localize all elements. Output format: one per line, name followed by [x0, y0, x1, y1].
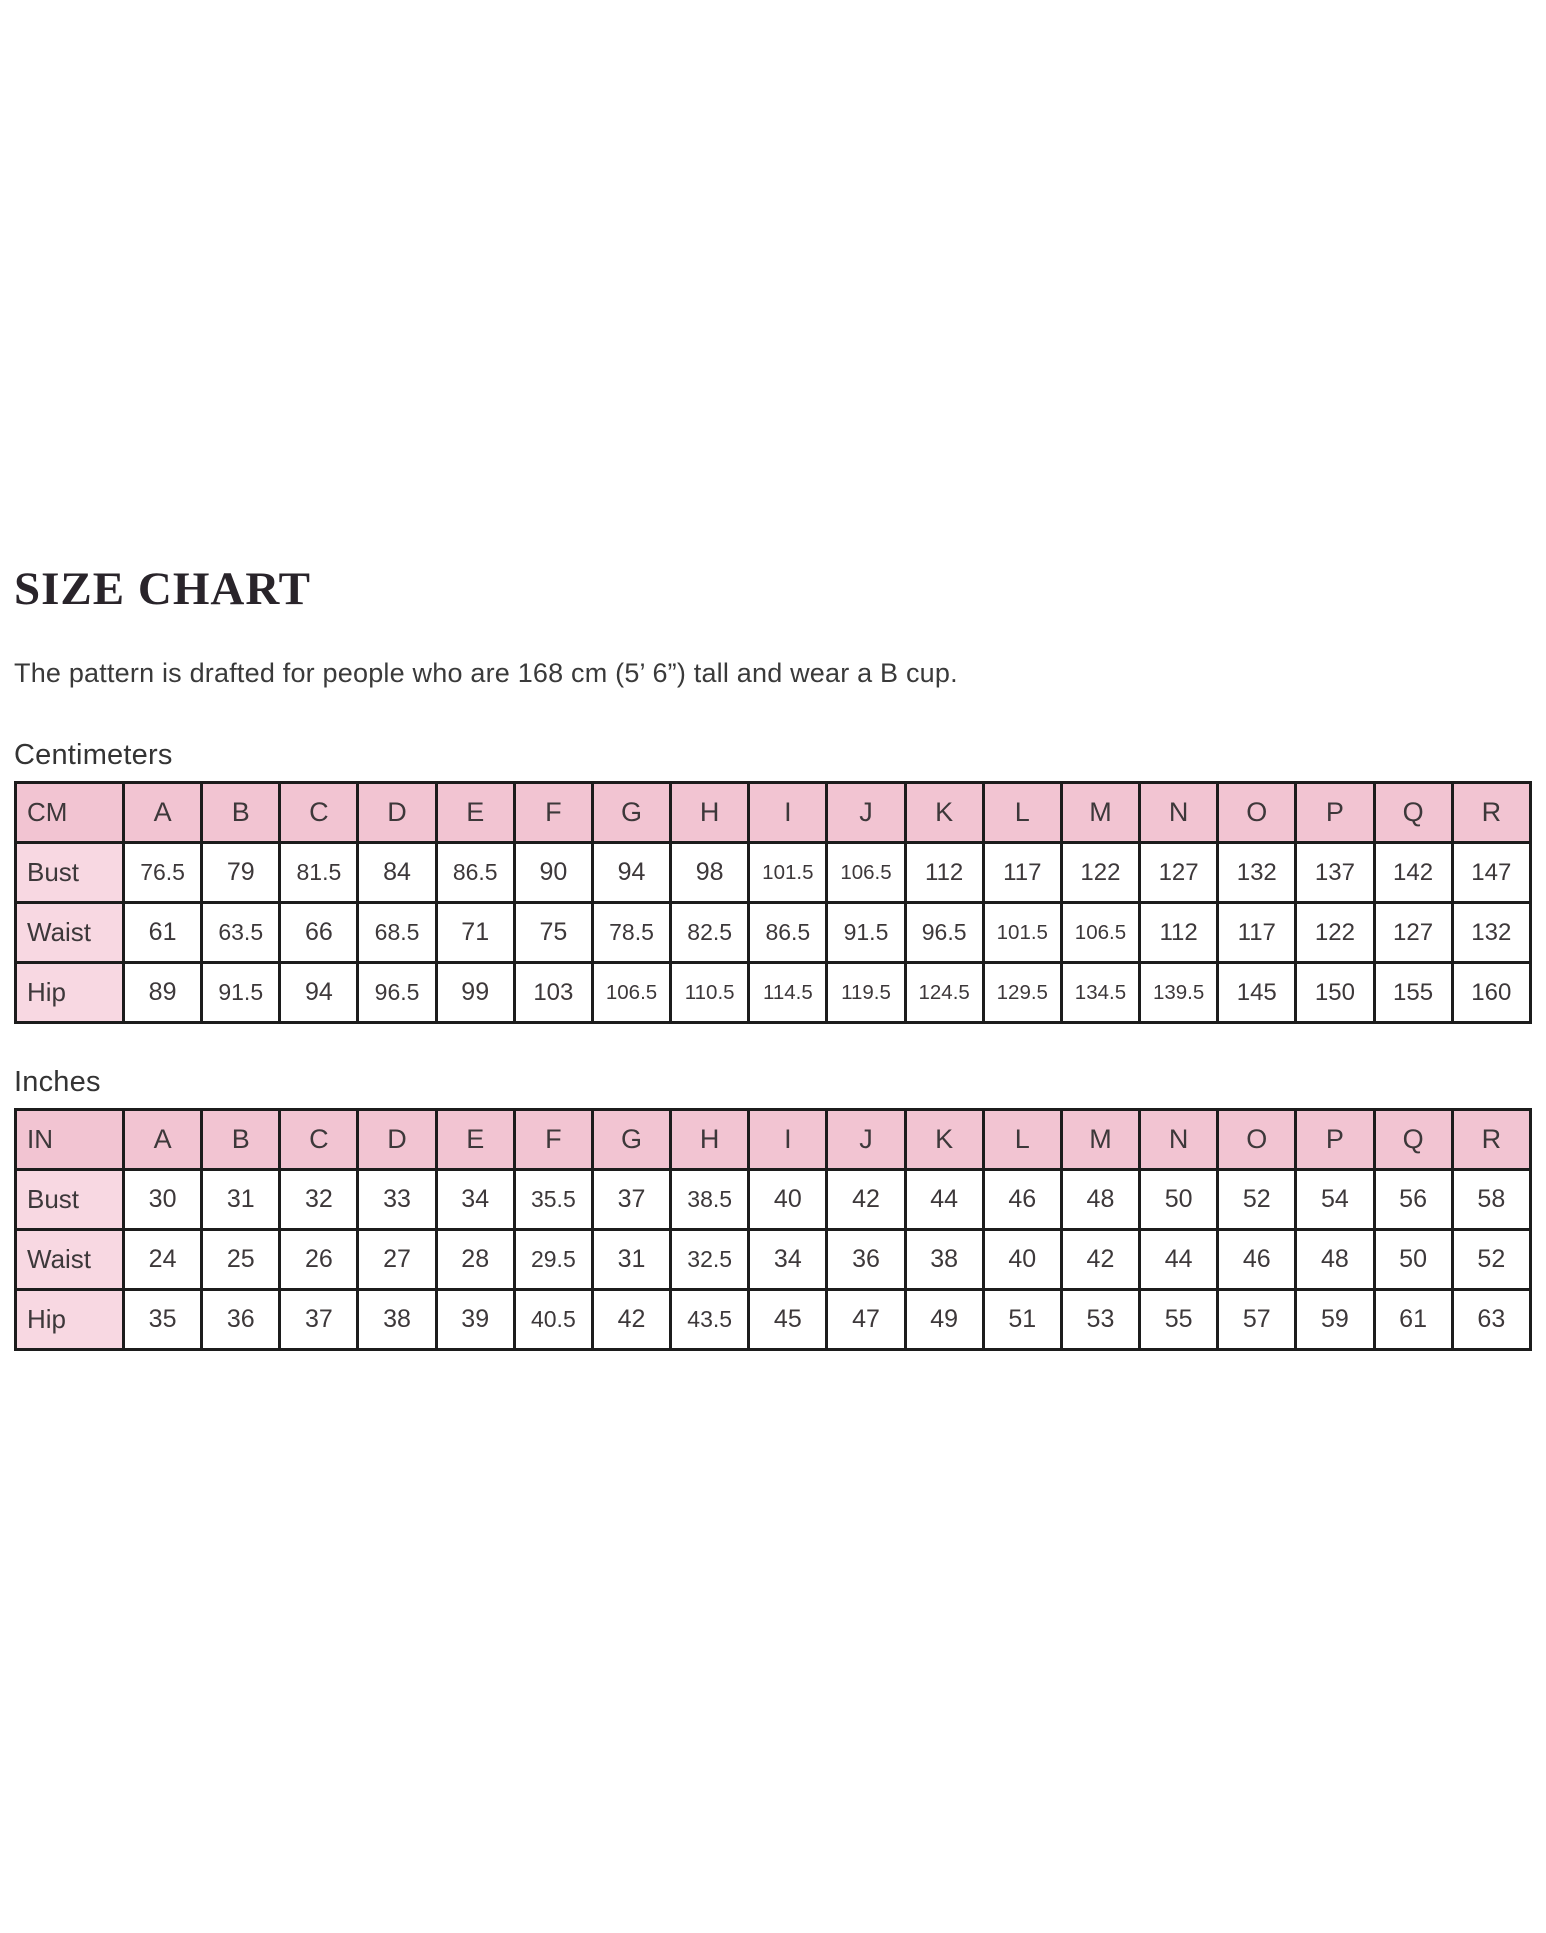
measurement-value-cell: 82.5	[671, 903, 749, 963]
measurement-value-cell: 51	[983, 1290, 1061, 1350]
measurement-value-cell: 48	[1296, 1230, 1374, 1290]
size-letter-cell: K	[905, 783, 983, 843]
measurement-value-cell: 42	[1061, 1230, 1139, 1290]
measurement-value-cell: 103	[514, 963, 592, 1023]
measurement-value-cell: 24	[124, 1230, 202, 1290]
measurement-value-cell: 137	[1296, 843, 1374, 903]
size-letter-cell: E	[436, 1110, 514, 1170]
measurement-row	[16, 1170, 1531, 1230]
size-letter-cell: R	[1452, 1110, 1530, 1170]
size-letter-cell: C	[280, 1110, 358, 1170]
measurement-value-cell: 36	[827, 1230, 905, 1290]
measurement-value-cell: 78.5	[592, 903, 670, 963]
measurement-value-cell: 34	[749, 1230, 827, 1290]
measurement-value-cell: 91.5	[827, 903, 905, 963]
size-table-header-row	[16, 1110, 1531, 1170]
measurement-value-cell: 44	[905, 1170, 983, 1230]
size-letter-cell: N	[1140, 783, 1218, 843]
measurement-value-cell: 47	[827, 1290, 905, 1350]
measurement-value-cell: 53	[1061, 1290, 1139, 1350]
measurement-value-cell: 142	[1374, 843, 1452, 903]
measurement-value-cell: 27	[358, 1230, 436, 1290]
size-letter-cell: J	[827, 783, 905, 843]
size-letter-cell: E	[436, 783, 514, 843]
measurement-value-cell: 42	[827, 1170, 905, 1230]
measurement-value-cell: 71	[436, 903, 514, 963]
measurement-row	[16, 843, 1531, 903]
measurement-value-cell: 35	[124, 1290, 202, 1350]
measurement-value-cell: 75	[514, 903, 592, 963]
measurement-value-cell: 160	[1452, 963, 1530, 1023]
measurement-value-cell: 112	[905, 843, 983, 903]
size-letter-cell: Q	[1374, 1110, 1452, 1170]
size-letter-cell: C	[280, 783, 358, 843]
size-letter-cell: J	[827, 1110, 905, 1170]
measurement-value-cell: 31	[592, 1230, 670, 1290]
measurement-value-cell: 52	[1452, 1230, 1530, 1290]
measurement-value-cell: 35.5	[514, 1170, 592, 1230]
measurement-value-cell: 31	[202, 1170, 280, 1230]
measurement-value-cell: 32.5	[671, 1230, 749, 1290]
measurement-value-cell: 33	[358, 1170, 436, 1230]
measurement-value-cell: 139.5	[1140, 963, 1218, 1023]
measurement-value-cell: 40	[983, 1230, 1061, 1290]
measurement-value-cell: 37	[592, 1170, 670, 1230]
unit-cell: CM	[16, 783, 124, 843]
measurement-value-cell: 90	[514, 843, 592, 903]
measurement-value-cell: 89	[124, 963, 202, 1023]
measurement-value-cell: 57	[1218, 1290, 1296, 1350]
measurement-value-cell: 43.5	[671, 1290, 749, 1350]
measurement-value-cell: 29.5	[514, 1230, 592, 1290]
measurement-value-cell: 61	[1374, 1290, 1452, 1350]
row-label-cell: Hip	[16, 963, 124, 1023]
inches-table-label: Inches	[14, 1066, 101, 1099]
measurement-value-cell: 96.5	[358, 963, 436, 1023]
measurement-value-cell: 91.5	[202, 963, 280, 1023]
measurement-value-cell: 110.5	[671, 963, 749, 1023]
measurement-value-cell: 50	[1140, 1170, 1218, 1230]
size-letter-cell: L	[983, 783, 1061, 843]
size-letter-cell: O	[1218, 783, 1296, 843]
measurement-row	[16, 963, 1531, 1023]
measurement-value-cell: 30	[124, 1170, 202, 1230]
size-letter-cell: R	[1452, 783, 1530, 843]
measurement-value-cell: 122	[1061, 843, 1139, 903]
size-letter-cell: F	[514, 1110, 592, 1170]
measurement-value-cell: 32	[280, 1170, 358, 1230]
measurement-value-cell: 40.5	[514, 1290, 592, 1350]
size-letter-cell: H	[671, 1110, 749, 1170]
measurement-row	[16, 1290, 1531, 1350]
measurement-value-cell: 112	[1140, 903, 1218, 963]
size-letter-cell: P	[1296, 1110, 1374, 1170]
measurement-value-cell: 59	[1296, 1290, 1374, 1350]
measurement-value-cell: 127	[1374, 903, 1452, 963]
centimeters-section	[14, 739, 1532, 1024]
row-label-cell: Hip	[16, 1290, 124, 1350]
measurement-value-cell: 63.5	[202, 903, 280, 963]
size-letter-cell: P	[1296, 783, 1374, 843]
measurement-value-cell: 25	[202, 1230, 280, 1290]
measurement-value-cell: 46	[1218, 1230, 1296, 1290]
size-table-header-row	[16, 783, 1531, 843]
measurement-value-cell: 98	[671, 843, 749, 903]
measurement-value-cell: 106.5	[592, 963, 670, 1023]
measurement-value-cell: 86.5	[749, 903, 827, 963]
measurement-value-cell: 114.5	[749, 963, 827, 1023]
measurement-value-cell: 54	[1296, 1170, 1374, 1230]
measurement-value-cell: 38	[358, 1290, 436, 1350]
measurement-value-cell: 56	[1374, 1170, 1452, 1230]
measurement-value-cell: 36	[202, 1290, 280, 1350]
size-letter-cell: H	[671, 783, 749, 843]
measurement-value-cell: 58	[1452, 1170, 1530, 1230]
measurement-value-cell: 127	[1140, 843, 1218, 903]
measurement-value-cell: 150	[1296, 963, 1374, 1023]
measurement-value-cell: 106.5	[827, 843, 905, 903]
measurement-value-cell: 99	[436, 963, 514, 1023]
measurement-value-cell: 117	[1218, 903, 1296, 963]
measurement-value-cell: 94	[592, 843, 670, 903]
measurement-value-cell: 26	[280, 1230, 358, 1290]
measurement-value-cell: 40	[749, 1170, 827, 1230]
measurement-value-cell: 119.5	[827, 963, 905, 1023]
size-letter-cell: B	[202, 1110, 280, 1170]
measurement-value-cell: 129.5	[983, 963, 1061, 1023]
inches-table	[14, 1108, 1532, 1351]
measurement-value-cell: 38	[905, 1230, 983, 1290]
measurement-value-cell: 44	[1140, 1230, 1218, 1290]
measurement-value-cell: 106.5	[1061, 903, 1139, 963]
size-letter-cell: I	[749, 783, 827, 843]
measurement-row	[16, 1230, 1531, 1290]
size-letter-cell: M	[1061, 1110, 1139, 1170]
measurement-value-cell: 61	[124, 903, 202, 963]
measurement-value-cell: 42	[592, 1290, 670, 1350]
measurement-value-cell: 101.5	[983, 903, 1061, 963]
measurement-value-cell: 76.5	[124, 843, 202, 903]
measurement-value-cell: 37	[280, 1290, 358, 1350]
measurement-value-cell: 147	[1452, 843, 1530, 903]
unit-cell: IN	[16, 1110, 124, 1170]
size-letter-cell: N	[1140, 1110, 1218, 1170]
measurement-value-cell: 52	[1218, 1170, 1296, 1230]
size-letter-cell: F	[514, 783, 592, 843]
measurement-value-cell: 34	[436, 1170, 514, 1230]
size-letter-cell: M	[1061, 783, 1139, 843]
row-label-cell: Waist	[16, 903, 124, 963]
measurement-value-cell: 63	[1452, 1290, 1530, 1350]
page-subtitle: The pattern is drafted for people who are 168 cm (5’ 6”) tall and wear a B cup.	[14, 658, 958, 688]
measurement-value-cell: 81.5	[280, 843, 358, 903]
page-title: SIZE CHART	[14, 563, 311, 615]
size-letter-cell: D	[358, 783, 436, 843]
size-letter-cell: A	[124, 783, 202, 843]
measurement-value-cell: 39	[436, 1290, 514, 1350]
size-letter-cell: Q	[1374, 783, 1452, 843]
measurement-value-cell: 122	[1296, 903, 1374, 963]
size-letter-cell: I	[749, 1110, 827, 1170]
size-letter-cell: A	[124, 1110, 202, 1170]
size-letter-cell: O	[1218, 1110, 1296, 1170]
centimeters-table	[14, 781, 1532, 1024]
measurement-value-cell: 28	[436, 1230, 514, 1290]
size-letter-cell: B	[202, 783, 280, 843]
measurement-value-cell: 66	[280, 903, 358, 963]
measurement-value-cell: 45	[749, 1290, 827, 1350]
row-label-cell: Bust	[16, 843, 124, 903]
measurement-value-cell: 46	[983, 1170, 1061, 1230]
measurement-value-cell: 68.5	[358, 903, 436, 963]
measurement-value-cell: 134.5	[1061, 963, 1139, 1023]
measurement-value-cell: 94	[280, 963, 358, 1023]
size-letter-cell: L	[983, 1110, 1061, 1170]
size-letter-cell: D	[358, 1110, 436, 1170]
measurement-value-cell: 132	[1452, 903, 1530, 963]
measurement-value-cell: 79	[202, 843, 280, 903]
centimeters-table-label: Centimeters	[14, 739, 173, 772]
measurement-value-cell: 132	[1218, 843, 1296, 903]
measurement-value-cell: 48	[1061, 1170, 1139, 1230]
measurement-value-cell: 38.5	[671, 1170, 749, 1230]
measurement-value-cell: 101.5	[749, 843, 827, 903]
inches-section	[14, 1066, 1532, 1351]
measurement-value-cell: 50	[1374, 1230, 1452, 1290]
measurement-value-cell: 55	[1140, 1290, 1218, 1350]
measurement-value-cell: 96.5	[905, 903, 983, 963]
measurement-value-cell: 49	[905, 1290, 983, 1350]
measurement-value-cell: 124.5	[905, 963, 983, 1023]
row-label-cell: Waist	[16, 1230, 124, 1290]
measurement-value-cell: 155	[1374, 963, 1452, 1023]
row-label-cell: Bust	[16, 1170, 124, 1230]
measurement-row	[16, 903, 1531, 963]
measurement-value-cell: 84	[358, 843, 436, 903]
size-letter-cell: G	[592, 783, 670, 843]
size-letter-cell: K	[905, 1110, 983, 1170]
measurement-value-cell: 117	[983, 843, 1061, 903]
size-letter-cell: G	[592, 1110, 670, 1170]
measurement-value-cell: 86.5	[436, 843, 514, 903]
measurement-value-cell: 145	[1218, 963, 1296, 1023]
